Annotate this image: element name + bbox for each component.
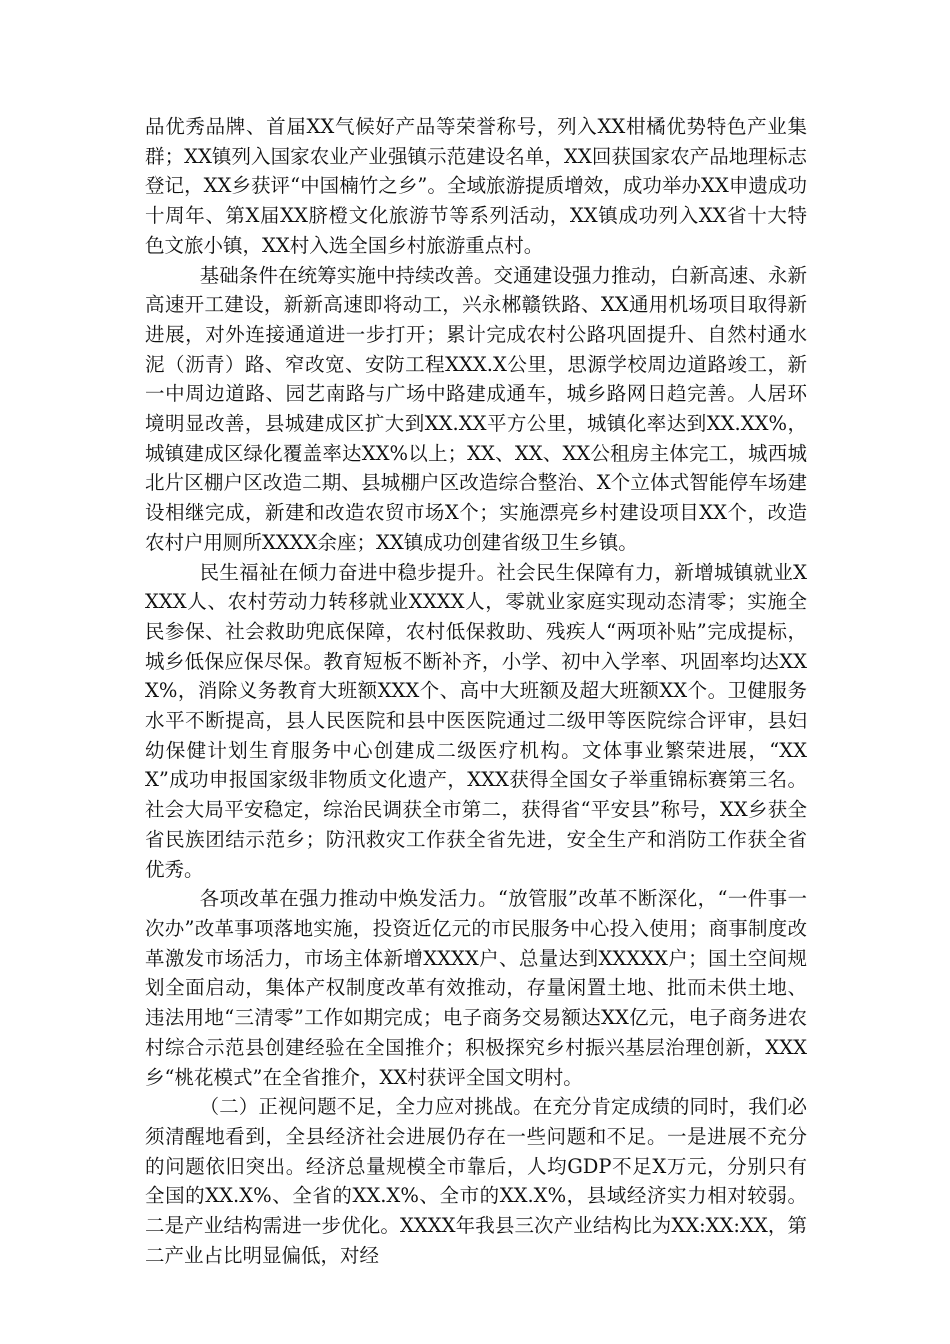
- paragraph-2: 基础条件在统筹实施中持续改善。交通建设强力推动，白新高速、永新高速开工建设，新新高速即将动工，兴永郴赣铁路、XX通用机场项目取得新进展，对外连接通道进一步打开；累计完成农村公路巩固提升、自然村通水泥（沥青）路、窄改宽、安防工程XXX.X公里，思源学校周边道路竣工，新一中周边道路、园艺南路与广场中路建成通车，城乡路网日趋完善。人居环境明显改善，县城建成区扩大到XX.XX平方公里，城镇化率达到XX.XX%，城镇建成区绿化覆盖率达XX%以上；XX、XX、XX公租房主体完工，城西城北片区棚户区改造二期、县城棚户区改造综合整治、X个立体式智能停车场建设相继完成，新建和改造农贸市场X个；实施漂亮乡村建设项目XX个，改造农村户用厕所XXXX余座；XX镇成功创建省级卫生乡镇。: [145, 263, 807, 554]
- paragraph-3: 民生福祉在倾力奋进中稳步提升。社会民生保障有力，新增城镇就业XXXX人、农村劳动力转移就业XXXX人，零就业家庭实现动态清零；实施全民参保、社会救助兜底保障，农村低保救助、残疾人“两项补贴”完成提标，城乡低保应保尽保。教育短板不断补齐，小学、初中入学率、巩固率均达XXX%，消除义务教育大班额XXX个、高中大班额及超大班额XX个。卫健服务水平不断提高，县人民医院和县中医医院通过二级甲等医院综合评审，县妇幼保健计划生育服务中心创建成二级医疗机构。文体事业繁荣进展，“XXX”成功申报国家级非物质文化遗产，XXX获得全国女子举重锦标赛第三名。社会大局平安稳定，综治民调获全市第二，获得省“平安县”称号，XX乡获全省民族团结示范乡；防汛救灾工作获全省先进，安全生产和消防工作获全省优秀。: [145, 560, 807, 881]
- document-body: [145, 112, 807, 1270]
- paragraph-5: （二）正视问题不足，全力应对挑战。在充分肯定成绩的同时，我们必须清醒地看到，全县经济社会进展仍存在一些问题和不足。一是进展不充分的问题依旧突出。经济总量规模全市靠后，人均GDP不足X万元，分别只有全国的XX.X%、全省的XX.X%、全市的XX.X%，县域经济实力相对较弱。二是产业结构需进一步优化。XXXX年我县三次产业结构比为XX:XX:XX，第二产业占比明显偏低，对经: [145, 1095, 807, 1267]
- paragraph-1: 品优秀品牌、首届XX气候好产品等荣誉称号，列入XX柑橘优势特色产业集群；XX镇列入国家农业产业强镇示范建设名单，XX回获国家农产品地理标志登记，XX乡获评“中国楠竹之乡”。全域旅游提质增效，成功举办XX申遗成功十周年、第X届XX脐橙文化旅游节等系列活动，XX镇成功列入XX省十大特色文旅小镇，XX村入选全国乡村旅游重点村。: [145, 115, 807, 257]
- paragraph-4: 各项改革在强力推动中焕发活力。“放管服”改革不断深化，“一件事一次办”改革事项落地实施，投资近亿元的市民服务中心投入使用；商事制度改革激发市场活力，市场主体新增XXXX户、总量达到XXXXX户；国土空间规划全面启动，集体产权制度改革有效推动，存量闲置土地、批而未供土地、违法用地“三清零”工作如期完成；电子商务交易额达XX亿元，电子商务进农村综合示范县创建经验在全国推介；积极探究乡村振兴基层治理创新，XXX乡“桃花模式”在全省推介，XX村获评全国文明村。: [145, 887, 807, 1089]
